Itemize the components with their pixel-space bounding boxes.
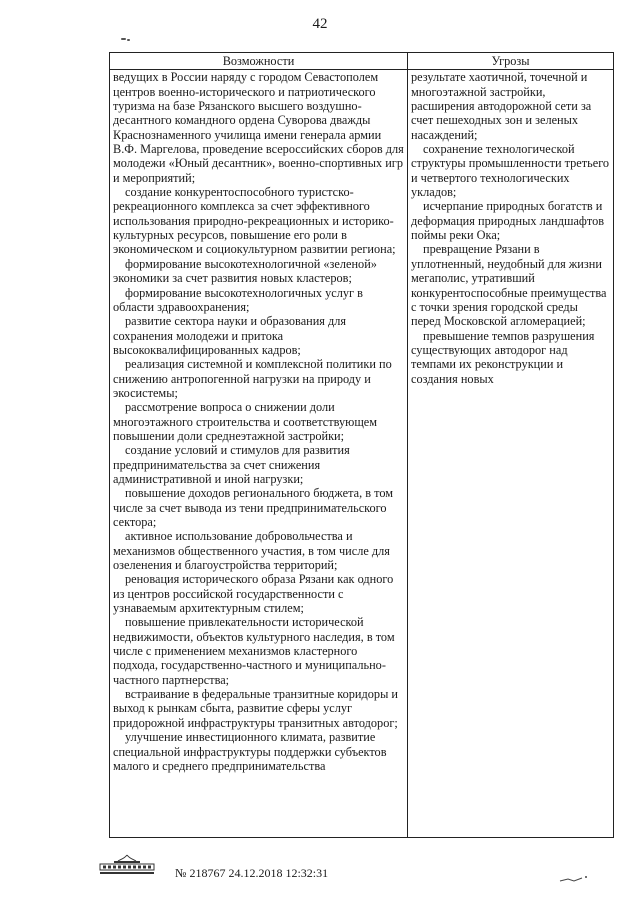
opportunity-item: повышение привлекательности исторической недвижимости, объектов культурного наследия, в том числе с применением механизмов кластерного подхода, государственно-частного и муниципально-частного партнерства; <box>113 615 395 687</box>
scan-speck <box>121 38 126 40</box>
opportunity-item: повышение доходов регионального бюджета, в том числе за счет вывода из тени предпринимательского сектора; <box>113 486 394 529</box>
opportunity-item: формирование высокотехнологичных услуг в области здравоохранения; <box>113 285 363 314</box>
opportunity-item: ведущих в России наряду с городом Севастополем центров военно-исторического и патриотического туризма на базе Рязанского высшего воздушно-десантного командного ордена Суворова дважды Краснознаменного училища имени генерала армии В.Ф. Маргелова, проведение всероссийских сборов для молодежи «Юный десантник», военно-спортивных игр и мероприятий; <box>113 70 404 185</box>
swot-table <box>109 52 614 838</box>
opportunity-item: улучшение инвестиционного климата, развитие специальной инфраструктуры поддержки субъектов малого и среднего предпринимательства <box>113 730 387 773</box>
signature-mark-icon <box>558 874 590 884</box>
opportunity-item: активное использование добровольчества и механизмов общественного участия, в том числе для озеленения и благоустройства территорий; <box>113 529 390 573</box>
threat-item: исчерпание природных богатств и деформация природных ландшафтов поймы реки Ока; <box>411 199 605 243</box>
threat-item: сохранение технологической структуры промышленности третьего и четвертого технологических укладов; <box>411 142 610 200</box>
registry-logo-icon <box>94 853 160 877</box>
opportunity-item: реновация исторического образа Рязани как одного из центров российской государственности с узнаваемым архитектурным стилем; <box>113 572 394 616</box>
document-registration-stamp: № 218767 24.12.2018 12:32:31 <box>175 866 329 880</box>
threats-cell <box>408 70 614 838</box>
threat-item: результате хаотичной, точечной и многоэтажной застройки, расширения автодорожной сети за счет пешеходных зон и зеленых насаждений; <box>411 70 592 142</box>
opportunity-item: реализация системной и комплексной политики по снижению антропогенной нагрузки на природу и экосистемы; <box>113 357 392 400</box>
page-number: 42 <box>312 16 328 32</box>
opportunity-item: развитие сектора науки и образования для сохранения молодежи и притока высококвалифицированных кадров; <box>113 314 347 357</box>
threat-item: превращение Рязани в уплотненный, неудобный для жизни мегаполис, утративший конкурентоспособные преимущества с точки зрения городской среды перед Московской агломерацией; <box>411 242 607 329</box>
opportunity-item: создание конкурентоспособного туристско-рекреационного комплекса за счет эффективного использования природно-рекреационных и историко-культурных ресурсов, повышение его роли в экономическом и социокультурном развитии региона; <box>113 185 396 257</box>
opportunity-item: рассмотрение вопроса о снижении доли многоэтажного строительства и соответствующем повышении доли среднеэтажной застройки; <box>113 400 378 443</box>
header-threats: Угрозы <box>408 53 614 70</box>
opportunity-item: встраивание в федеральные транзитные коридоры и выход к рынкам сбыта, развитие сферы услуг придорожной инфраструктуры транзитных автодорог; <box>113 687 398 730</box>
opportunities-cell <box>110 70 408 838</box>
header-opportunities: Возможности <box>110 53 408 70</box>
scan-speck <box>127 39 130 41</box>
threat-item: превышение темпов разрушения существующих автодорог над темпами их реконструкции и создания новых <box>411 328 595 386</box>
opportunity-item: формирование высокотехнологичной «зеленой» экономики за счет развития новых кластеров; <box>113 256 377 286</box>
opportunity-item: создание условий и стимулов для развития предпринимательства за счет снижения административной и иной нагрузки; <box>113 443 350 486</box>
